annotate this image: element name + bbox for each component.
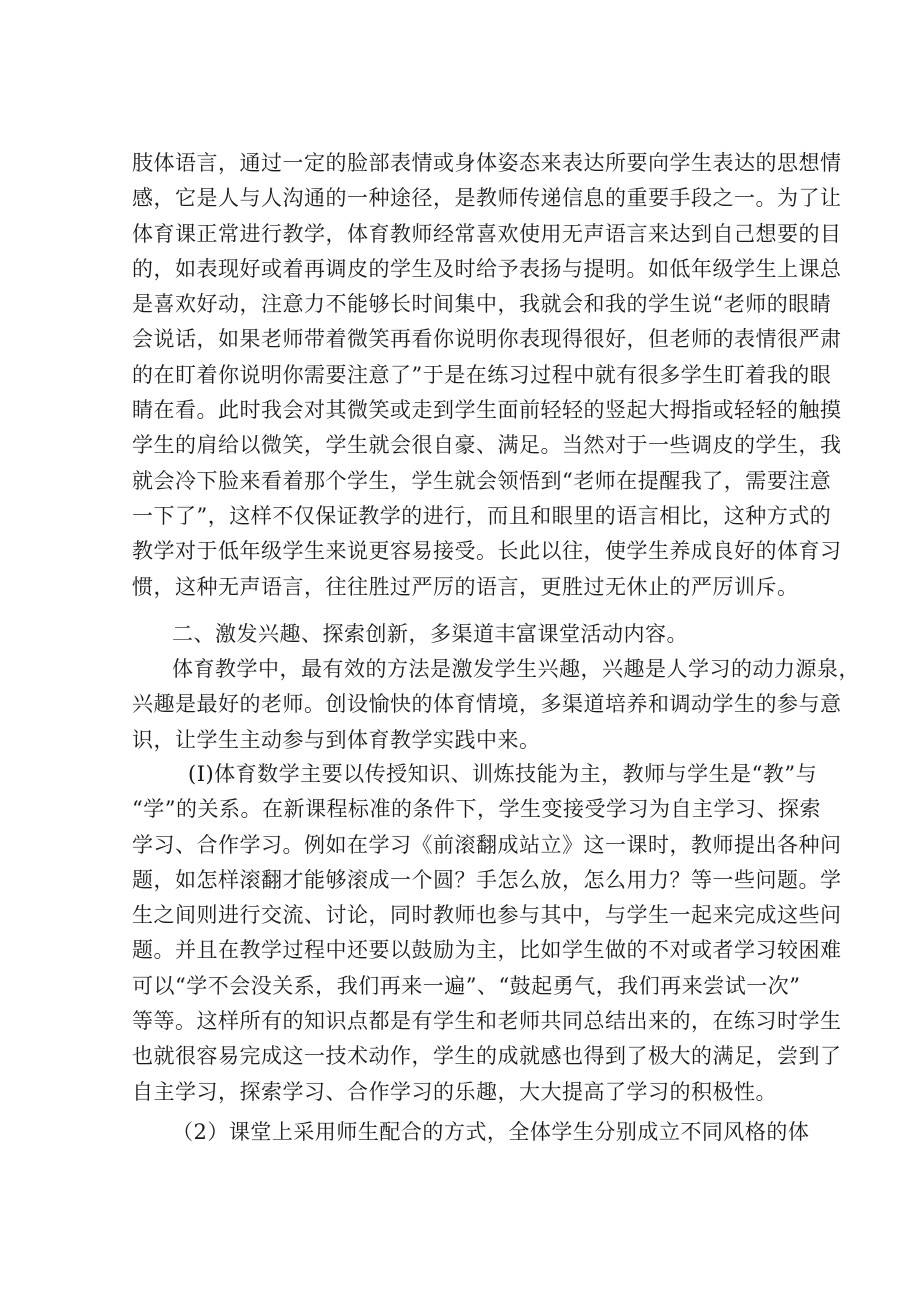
paragraph-4 [132, 1115, 810, 1150]
section-heading [132, 617, 790, 652]
text-line: 一下了”，这样不仅保证教学的进行，而且和眼里的语言相比，这种方式的 [132, 503, 832, 528]
text-line: 是喜欢好动，注意力不能够长时间集中，我就会和我的学生说“老师的眼睛 [132, 292, 832, 317]
paragraph-2 [132, 652, 860, 758]
text-line: (I)体育数学主要以传授知识、训炼技能为主，教师与学生是“教”与 [188, 762, 818, 786]
text-line: 自主学习，探索学习、合作学习的乐趣，大大提高了学习的积极性。 [132, 1079, 777, 1104]
text-line: 兴趣是最好的老师。创设愉快的体育情境，多渠道培养和调动学生的参与意 [132, 692, 842, 717]
text-line: 惯，这种无声语言，往往胜过严厉的语言，更胜过无休止的严厉训斥。 [132, 574, 799, 599]
text-line: 的，如表现好或着再调皮的学生及时给予表扬与提明。如低年级学生上课总 [132, 256, 842, 281]
text-line: （2）课堂上采用师生配合的方式，全体学生分别成立不同风格的体 [172, 1120, 810, 1144]
text-line: 可以“学不会没关系，我们再来一遍”、“鼓起勇气，我们再来尝试一次” [132, 973, 801, 998]
text-line: 体育教学中，最有效的方法是激发学生兴趣，兴趣是人学习的动力源泉， [172, 657, 860, 681]
paragraph-3 [132, 757, 842, 1110]
text-line: 体育课正常进行教学，体育教师经常喜欢使用无声语言来达到自己想要的目 [132, 221, 842, 246]
text-line: 肢体语言，通过一定的脸部表情或身体姿态来表达所要向学生表达的思想情 [132, 151, 842, 175]
text-line: 题。并且在教学过程中还要以鼓励为主，比如学生做的不对或者学习较困难 [132, 938, 842, 963]
text-line: 等等。这样所有的知识点都是有学生和老师共同总结出来的，在练习时学生 [132, 1009, 842, 1034]
text-line: 学习、合作学习。例如在学习《前滚翻成站立》这一课时，教师提出各种问 [132, 832, 842, 857]
text-line: 教学对于低年级学生来说更容易接受。长此以往，使学生养成良好的体育习 [132, 539, 842, 564]
text-line: “学”的关系。在新课程标准的条件下，学生变接受学习为自主学习、探索 [132, 797, 821, 822]
text-line: 识，让学生主动参与到体育教学实践中来。 [132, 727, 541, 752]
text-line: 学生的肩给以微笑，学生就会很自豪、满足。当然对于一些调皮的学生，我 [132, 433, 842, 458]
text-line: 感，它是人与人沟通的一种途径，是教师传递信息的重要手段之一。为了让 [132, 186, 842, 211]
text-line: 睛在看。此时我会对其微笑或走到学生面前轻轻的竖起大拇指或轻轻的触摸 [132, 398, 842, 423]
text-line: 生之间则进行交流、讨论，同时教师也参与其中，与学生一起来完成这些问 [132, 903, 842, 928]
text-line: 题，如怎样滚翻才能够滚成一个圆？手怎么放，怎么用力？等一些问题。学 [132, 867, 842, 892]
paragraph-1 [132, 146, 842, 605]
text-line: 也就很容易完成这一技术动作，学生的成就感也得到了极大的满足，尝到了 [132, 1044, 842, 1069]
text-line: 就会冷下脸来看着那个学生，学生就会领悟到“老师在提醒我了，需要注意 [132, 468, 832, 493]
text-line: 会说话，如果老师带着微笑再看你说明你表现得很好，但老师的表情很严肃 [132, 327, 842, 352]
heading-line: 二、激发兴趣、探索创新，多渠道丰富课堂活动内容。 [172, 622, 688, 646]
text-line: 的在盯着你说明你需要注意了”于是在练习过程中就有很多学生盯着我的眼 [132, 362, 832, 387]
